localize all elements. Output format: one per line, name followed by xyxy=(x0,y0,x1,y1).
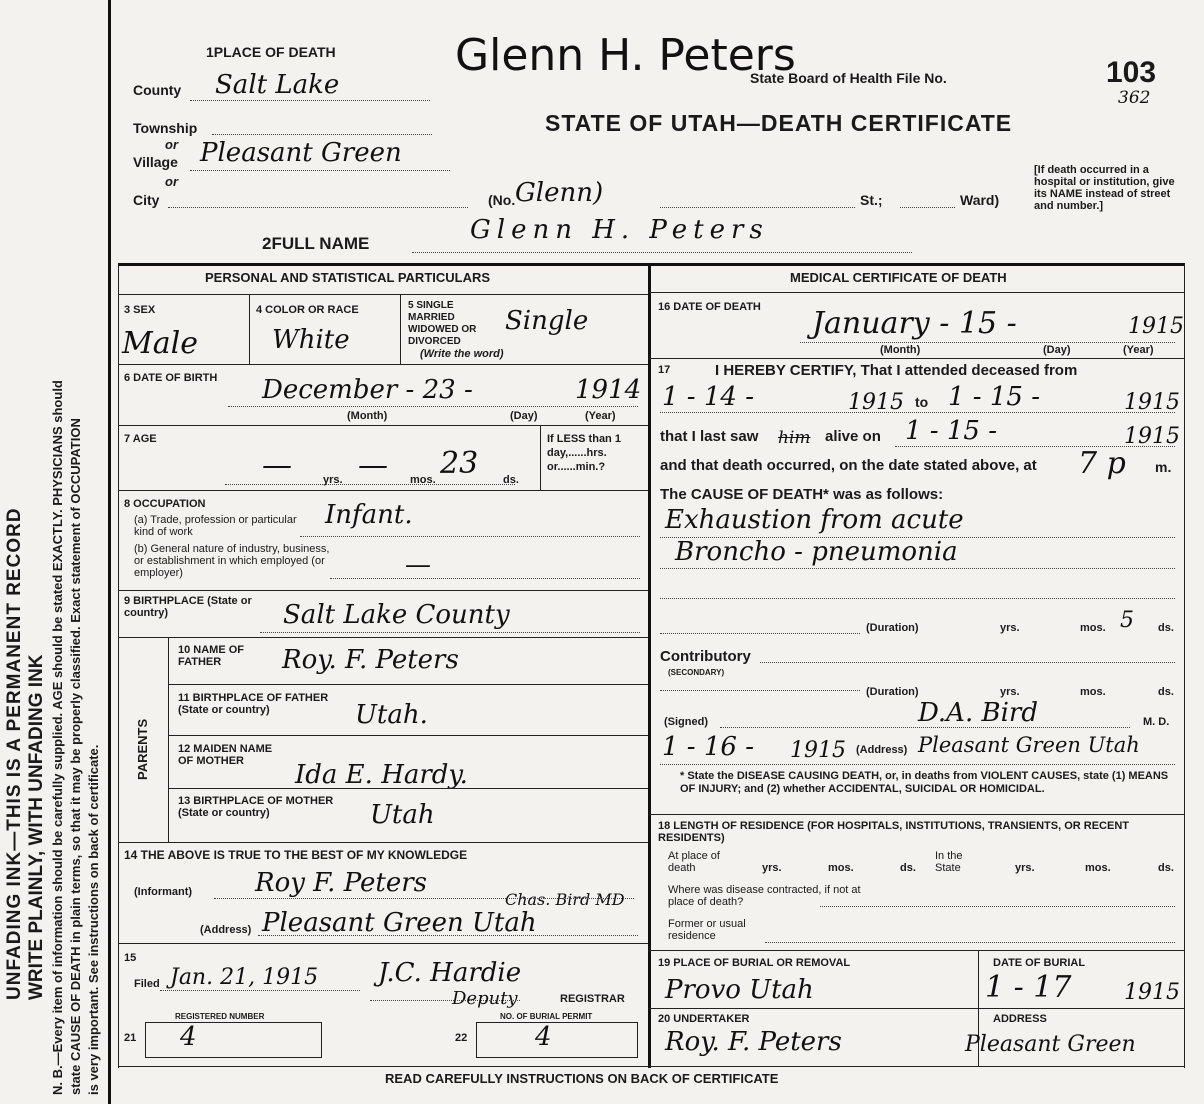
attended-from-year: 1915 xyxy=(848,390,904,415)
cause-line2: Broncho - pneumonia xyxy=(675,537,958,567)
med-address-label: (Address) xyxy=(856,744,908,756)
father-birthplace-label: 11 BIRTHPLACE OF FATHER (State or country) xyxy=(178,692,329,716)
county-value: Salt Lake xyxy=(215,70,340,100)
deputy-value: Deputy xyxy=(452,988,518,1009)
secondary-label: (SECONDARY) xyxy=(668,668,725,677)
last-saw-year: 1915 xyxy=(1124,424,1180,449)
left-margin-rule xyxy=(108,0,111,1104)
burial-date-value: 1 - 17 xyxy=(985,970,1072,1005)
registrar-label: REGISTRAR xyxy=(560,993,625,1005)
filed-label: Filed xyxy=(134,978,160,990)
father-name-label: 10 NAME OF FATHER xyxy=(178,644,245,668)
last-saw-struck: him xyxy=(778,428,811,448)
in-state-yrs: yrs. xyxy=(1015,862,1035,874)
registered-number-label: REGISTERED NUMBER xyxy=(175,1012,265,1021)
registrar-signature: J.C. Hardie xyxy=(378,958,522,988)
at-place-label: At place of death xyxy=(668,850,720,874)
side-banner-permanent-record: UNFADING INK—THIS IS A PERMANENT RECORD xyxy=(4,507,25,1000)
footer-instruction: READ CAREFULLY INSTRUCTIONS ON BACK OF CERTIFICATE xyxy=(385,1071,779,1086)
reg-22: 22 xyxy=(455,1032,468,1044)
signed-date: 1 - 16 - xyxy=(662,732,754,762)
burial-year: 1915 xyxy=(1124,980,1180,1005)
residence-label: 18 LENGTH OF RESIDENCE (FOR HOSPITALS, INSTITUTIONS, TRANSIENTS, OR RECENT RESIDENTS) xyxy=(658,820,1129,844)
md-label: M. D. xyxy=(1143,716,1170,728)
informant-header: 14 THE ABOVE IS TRUE TO THE BEST OF MY KNOWLEDGE xyxy=(124,848,468,862)
color-label: 4 COLOR OR RACE xyxy=(256,304,359,316)
at-place-ds: ds. xyxy=(900,862,916,874)
duration-ds: ds. xyxy=(1158,622,1174,634)
mother-maiden-label: 12 MAIDEN NAME OF MOTHER xyxy=(178,743,273,767)
side-note-line2: state CAUSE OF DEATH in plain terms, so that it may be properly classified. Exact statement of OCCUPATION xyxy=(68,418,83,1095)
marital-label: 5 SINGLE MARRIED WIDOWED OR DIVORCED xyxy=(408,300,477,347)
age-ds-label: ds. xyxy=(503,474,519,486)
certificate-title: STATE OF UTAH—DEATH CERTIFICATE xyxy=(545,110,1013,136)
in-state-ds: ds. xyxy=(1158,862,1174,874)
attended-to-label: to xyxy=(915,394,929,410)
burial-permit-box xyxy=(476,1022,638,1058)
informant-value: Roy F. Peters xyxy=(255,868,428,898)
last-saw-text: that I last saw xyxy=(660,428,759,445)
informant-address-label: (Address) xyxy=(200,924,252,936)
ward-label: Ward) xyxy=(960,192,1000,208)
last-saw-value: 1 - 15 - xyxy=(905,416,997,446)
duration-mos-value: 5 xyxy=(1120,608,1134,633)
registered-number-box xyxy=(145,1022,322,1058)
occupation-a-label: (a) Trade, profession or particular kind of work xyxy=(134,514,297,538)
certify-number: 17 xyxy=(658,364,671,376)
or-label-2: or xyxy=(165,174,178,189)
side-note-line3: is very important. See instructions on back of certificate. xyxy=(86,744,101,1095)
certify-text: I HEREBY CERTIFY, That I attended deceased from xyxy=(715,362,1078,379)
in-state-mos: mos. xyxy=(1085,862,1111,874)
contributory-label: Contributory xyxy=(660,648,751,665)
death-occurred-text: and that death occurred, on the date stated above, at xyxy=(660,457,1037,474)
full-name-value: Glenn H. Peters xyxy=(470,215,769,245)
dob-day-label: (Day) xyxy=(510,410,538,422)
dod-month-label: (Month) xyxy=(880,344,921,356)
personal-section-title: PERSONAL AND STATISTICAL PARTICULARS xyxy=(205,270,491,285)
father-name-value: Roy. F. Peters xyxy=(282,645,459,675)
cause-line1: Exhaustion from acute xyxy=(665,505,964,535)
age-label: 7 AGE xyxy=(124,433,157,445)
marital-value: Single xyxy=(505,306,589,336)
contrib-duration-label: (Duration) xyxy=(866,686,919,698)
attended-from-value: 1 - 14 - xyxy=(662,382,754,412)
burial-permit-value: 4 xyxy=(535,1022,552,1052)
file-no-label: State Board of Health File No. xyxy=(750,70,947,86)
top-handwritten-name: Glenn H. Peters xyxy=(455,30,796,81)
undertaker-value: Roy. F. Peters xyxy=(665,1027,842,1057)
cause-footnote: * State the DISEASE CAUSING DEATH, or, in deaths from VIOLENT CAUSES, state (1) MEANS OF INJURY; and (2) whether ACCIDENTAL, SUICIDAL OR HOMICIDAL. xyxy=(680,770,1169,795)
informant-address-value: Pleasant Green Utah xyxy=(262,908,537,938)
registered-number-value: 4 xyxy=(180,1022,197,1052)
place-of-death-label: 1PLACE OF DEATH xyxy=(206,44,336,60)
burial-value: Provo Utah xyxy=(665,975,814,1005)
dod-value: January - 15 - xyxy=(812,306,1017,341)
contrib-duration-yrs: yrs. xyxy=(1000,686,1020,698)
undertaker-address-value: Pleasant Green xyxy=(965,1032,1136,1057)
duration-label: (Duration) xyxy=(866,622,919,634)
attended-to-value: 1 - 15 - xyxy=(948,382,1040,412)
cause-label: The CAUSE OF DEATH* was as follows: xyxy=(660,486,944,503)
signed-value: D.A. Bird xyxy=(918,698,1038,728)
burial-date-label: DATE OF BURIAL xyxy=(993,957,1086,969)
dod-year-label: (Year) xyxy=(1123,344,1154,356)
parents-label: PARENTS xyxy=(135,718,150,780)
dob-year-label: (Year) xyxy=(585,410,616,422)
street-no-value: Glenn) xyxy=(515,178,604,208)
occupation-b-value: — xyxy=(405,550,431,580)
in-state-label: In the State xyxy=(935,850,963,874)
marital-note: (Write the word) xyxy=(420,348,504,360)
informant-extra: Chas. Bird MD xyxy=(505,890,625,909)
side-note-line1: N. B.—Every item of information should be carefully supplied. AGE should be stated EXACTLY. PHYSICIANS should xyxy=(50,380,65,1095)
full-name-label: 2FULL NAME xyxy=(262,234,370,253)
burial-label: 19 PLACE OF BURIAL OR REMOVAL xyxy=(658,957,851,969)
village-value: Pleasant Green xyxy=(200,138,402,168)
dob-month-label: (Month) xyxy=(347,410,388,422)
dod-label: 16 DATE OF DEATH xyxy=(658,301,761,313)
dob-value: December - 23 - xyxy=(262,375,473,405)
at-place-yrs: yrs. xyxy=(762,862,782,874)
birthplace-value: Salt Lake County xyxy=(283,600,510,630)
at-place-mos: mos. xyxy=(828,862,854,874)
informant-label: (Informant) xyxy=(134,886,193,898)
death-time-m: m. xyxy=(1155,459,1172,475)
village-label: Village xyxy=(133,154,178,170)
attended-to-year: 1915 xyxy=(1124,390,1180,415)
undertaker-label: 20 UNDERTAKER xyxy=(658,1013,750,1025)
file-no-sub: 362 xyxy=(1118,88,1151,108)
file-no-value: 103 xyxy=(1106,56,1157,89)
signed-year: 1915 xyxy=(790,738,846,763)
mother-birthplace-label: 13 BIRTHPLACE OF MOTHER (State or country) xyxy=(178,795,334,819)
sex-value: Male xyxy=(122,326,198,361)
burial-permit-label: NO. OF BURIAL PERMIT xyxy=(500,1012,593,1021)
filed-number: 15 xyxy=(124,952,137,964)
former-residence-label: Former or usual residence xyxy=(668,918,746,942)
birthplace-label: 9 BIRTHPLACE (State or country) xyxy=(124,595,252,619)
age-mos-label: mos. xyxy=(410,474,436,486)
occupation-label: 8 OCCUPATION xyxy=(124,498,206,510)
duration-yrs: yrs. xyxy=(1000,622,1020,634)
hospital-note: [If death occurred in a hospital or institution, give its NAME instead of street and number.] xyxy=(1034,164,1175,212)
occupation-value: Infant. xyxy=(325,500,413,530)
if-less-label: If LESS than 1 day,......hrs. or......min.? xyxy=(547,433,621,473)
contrib-duration-mos: mos. xyxy=(1080,686,1106,698)
filed-value: Jan. 21, 1915 xyxy=(170,965,319,990)
side-banner-write-plainly: WRITE PLAINLY, WITH UNFADING INK xyxy=(26,654,47,1000)
dod-day-label: (Day) xyxy=(1043,344,1071,356)
street-no-label: (No. xyxy=(488,192,516,208)
city-label: City xyxy=(133,192,160,208)
age-ds-value: 23 xyxy=(440,446,479,481)
mother-birthplace-value: Utah xyxy=(370,800,435,830)
age-yrs-label: yrs. xyxy=(323,474,343,486)
alive-on-text: alive on xyxy=(825,428,881,445)
contrib-duration-ds: ds. xyxy=(1158,686,1174,698)
township-label: Township xyxy=(133,120,198,136)
death-time-value: 7 p xyxy=(1078,446,1126,481)
sex-label: 3 SEX xyxy=(124,304,156,316)
dod-year: 1915 xyxy=(1128,314,1184,339)
color-value: White xyxy=(272,325,350,355)
dob-label: 6 DATE OF BIRTH xyxy=(124,372,218,384)
age-mos-value: — xyxy=(358,448,388,483)
duration-mos: mos. xyxy=(1080,622,1106,634)
county-label: County xyxy=(133,82,182,98)
mother-maiden-value: Ida E. Hardy. xyxy=(295,760,468,790)
contracted-label: Where was disease contracted, if not at place of death? xyxy=(668,884,861,908)
dob-year: 1914 xyxy=(575,375,642,405)
street-label: St.; xyxy=(860,192,883,208)
med-address-value: Pleasant Green Utah xyxy=(918,733,1140,757)
age-yrs-value: — xyxy=(262,448,292,483)
father-birthplace-value: Utah. xyxy=(355,700,428,730)
signed-label: (Signed) xyxy=(664,716,708,728)
medical-section-title: MEDICAL CERTIFICATE OF DEATH xyxy=(790,270,1007,285)
or-label-1: or xyxy=(165,137,178,152)
occupation-b-label: (b) General nature of industry, business, or establishment in which employed (or employer) xyxy=(134,543,330,579)
undertaker-address-label: ADDRESS xyxy=(993,1013,1047,1025)
reg-21: 21 xyxy=(124,1032,137,1044)
